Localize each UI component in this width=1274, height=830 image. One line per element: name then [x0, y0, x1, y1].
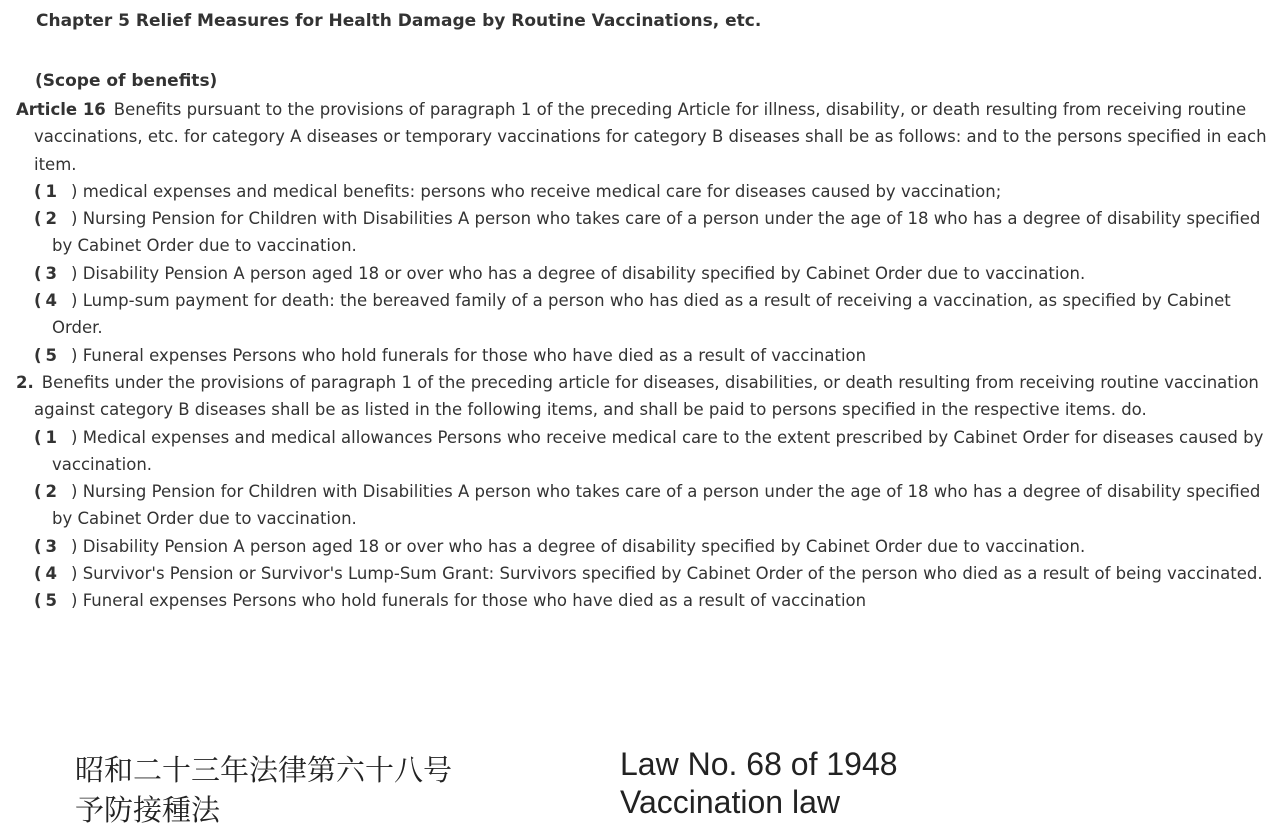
english-law-heading: [620, 745, 898, 821]
item-number: 3: [45, 536, 58, 556]
list-item: ( 2 ) Nursing Pension for Children with Disabilities A person who takes care of a person under the age of 18 who has a degree of disability specified by Cabinet Order due to vaccination.: [34, 482, 1261, 529]
item-text: ) Medical expenses and medical allowances Persons who receive medical care to the extent prescribed by Cabinet Order for diseases caused by vaccination.: [52, 427, 1264, 474]
list-item: ( 3 ) Disability Pension A person aged 18 or over who has a degree of disability specified by Cabinet Order due to vaccination.: [34, 263, 1086, 283]
item-number: 1: [45, 181, 58, 201]
item-text: ) Nursing Pension for Children with Disabilities A person who takes care of a person under the age of 18 who has a degree of disability specified by Cabinet Order due to vaccination.: [52, 482, 1261, 529]
item-number: 3: [45, 263, 58, 283]
chapter-title: Chapter 5 Relief Measures for Health Damage by Routine Vaccinations, etc.: [36, 11, 762, 31]
item-text: ) Nursing Pension for Children with Disabilities A person who takes care of a person under the age of 18 who has a degree of disability specified by Cabinet Order due to vaccination.: [52, 209, 1261, 256]
item-text: ) Disability Pension A person aged 18 or over who has a degree of disability specified by Cabinet Order due to vaccination.: [71, 263, 1086, 283]
item-number: 2: [45, 209, 58, 229]
list-item: ( 5 ) Funeral expenses Persons who hold funerals for those who have died as a result of vaccination: [34, 591, 867, 611]
paragraph-text: Benefits under the provisions of paragraph 1 of the preceding article for diseases, disabilities, or death resulting from receiving routine vaccination against category B diseases shall be as listed in the following items, and shall be paid to persons specified in the respective items. do.: [34, 372, 1259, 420]
list-item: ( 3 ) Disability Pension A person aged 18 or over who has a degree of disability specified by Cabinet Order due to vaccination.: [34, 536, 1086, 556]
list-item: ( 1 ) medical expenses and medical benefits: persons who receive medical care for diseases caused by vaccination;: [34, 181, 1002, 201]
jp-law-number: 昭和二十三年法律第六十八号: [75, 753, 453, 787]
paragraph-2: [0, 369, 1274, 424]
item-number: 4: [45, 564, 58, 584]
article-body: [0, 96, 1274, 615]
list-item: ( 4 ) Lump-sum payment for death: the bereaved family of a person who has died as a result of receiving a vaccination, as specified by Cabinet Order.: [34, 291, 1231, 338]
item-number: 5: [45, 345, 58, 365]
list-item: ( 4 ) Survivor's Pension or Survivor's Lump-Sum Grant: Survivors specified by Cabinet Order of the person who died as a result of being vaccinated.: [34, 564, 1263, 584]
en-law-number: Law No. 68 of 1948: [620, 746, 898, 782]
article-caption: (Scope of benefits): [35, 71, 218, 91]
item-text: ) Disability Pension A person aged 18 or over who has a degree of disability specified by Cabinet Order due to vaccination.: [71, 536, 1086, 556]
item-number: 1: [45, 427, 58, 447]
item-number: 2: [45, 482, 58, 502]
article-number: Article 16: [16, 100, 106, 119]
item-text: ) Funeral expenses Persons who hold funerals for those who have died as a result of vaccination: [71, 591, 867, 611]
japanese-law-heading: [75, 750, 452, 830]
item-text: ) medical expenses and medical benefits: persons who receive medical care for diseases caused by vaccination;: [71, 181, 1002, 201]
item-number: 4: [45, 291, 58, 311]
item-number: 5: [45, 591, 58, 611]
list-item: ( 2 ) Nursing Pension for Children with Disabilities A person who takes care of a person under the age of 18 who has a degree of disability specified by Cabinet Order due to vaccination.: [34, 209, 1261, 256]
paragraph-1: [0, 96, 1274, 178]
list-item: ( 1 ) Medical expenses and medical allowances Persons who receive medical care to the extent prescribed by Cabinet Order for diseases caused by vaccination.: [34, 427, 1264, 474]
jp-law-title: 予防接種法: [75, 793, 221, 827]
paragraph-text: Benefits pursuant to the provisions of paragraph 1 of the preceding Article for illness, disability, or death resulting from receiving routine vaccinations, etc. for category A diseases or temporary vaccinations for category B diseases shall be as follows: and to the persons specified in each item.: [34, 100, 1267, 174]
item-text: ) Funeral expenses Persons who hold funerals for those who have died as a result of vaccination: [71, 345, 867, 365]
paragraph-number: 2.: [16, 372, 34, 392]
en-law-title: Vaccination law: [620, 784, 840, 820]
item-text: ) Survivor's Pension or Survivor's Lump-Sum Grant: Survivors specified by Cabinet Order of the person who died as a result of being vaccinated.: [71, 564, 1263, 584]
item-text: ) Lump-sum payment for death: the bereaved family of a person who has died as a result of receiving a vaccination, as specified by Cabinet Order.: [52, 291, 1231, 338]
list-item: ( 5 ) Funeral expenses Persons who hold funerals for those who have died as a result of vaccination: [34, 345, 867, 365]
